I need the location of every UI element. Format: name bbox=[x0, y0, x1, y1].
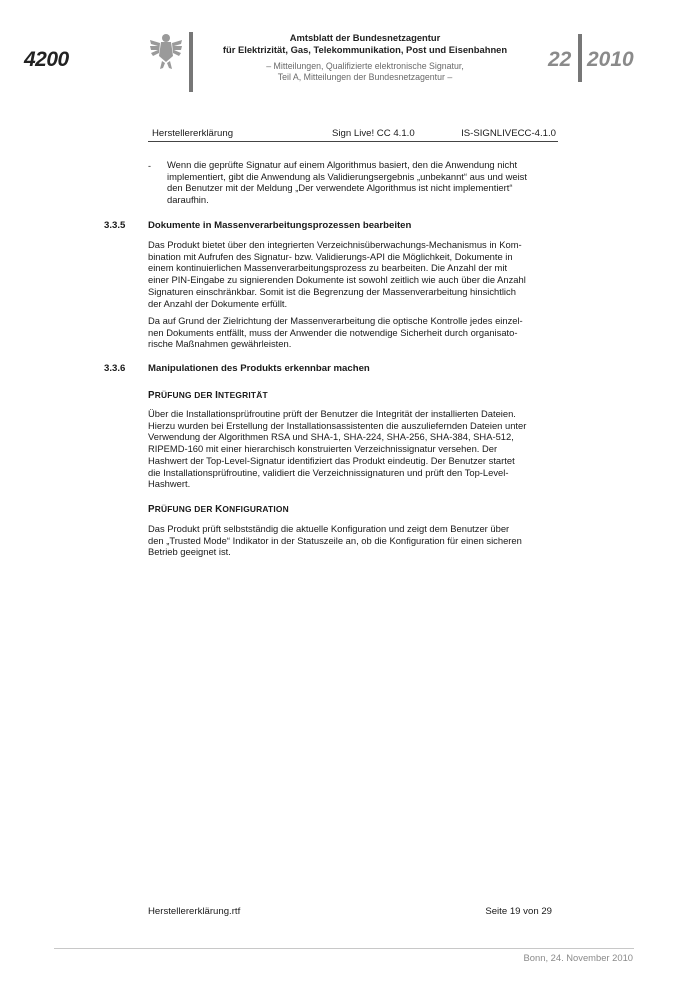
text-line: rische Maßnahmen gewährleisten. bbox=[148, 338, 292, 350]
section-number: 3.3.5 bbox=[104, 220, 126, 231]
subheading-rest: NTEGRITÄT bbox=[218, 390, 268, 400]
paragraph bbox=[148, 523, 563, 558]
gazette-subtitle-line2: Teil A, Mitteilungen der Bundesnetzagentur – bbox=[277, 72, 453, 82]
gazette-subtitle bbox=[200, 61, 530, 83]
federal-eagle-icon bbox=[148, 32, 184, 72]
subheading-rest: RÜFUNG DER bbox=[154, 504, 216, 514]
masthead-divider-right bbox=[578, 34, 582, 82]
bullet-paragraph bbox=[167, 159, 562, 206]
text-line: RIPEMD-160 mit einer hierarchisch konstruierten Verzeichnissignatur versehen. Der bbox=[148, 443, 498, 455]
text-line: Wenn die geprüfte Signatur auf einem Algorithmus basiert, den die Anwendung nicht bbox=[167, 159, 518, 170]
subheading-cap: P bbox=[148, 390, 155, 401]
subheading-rest: ONFIGURATION bbox=[222, 504, 289, 514]
subheading-cap: K bbox=[215, 504, 223, 515]
bullet-marker: - bbox=[148, 161, 151, 171]
text-line: Das Produkt prüft selbstständig die aktuelle Konfiguration und zeigt dem Benutzer über bbox=[148, 523, 510, 534]
paragraph bbox=[148, 315, 563, 350]
text-line: der Anzahl der Dokumente erfüllt. bbox=[148, 297, 288, 309]
masthead-divider-left bbox=[189, 32, 193, 92]
document-type: Herstellererklärung bbox=[152, 128, 234, 139]
text-line: Verwendung der Algorithmen RSA und SHA-1, SHA-224, SHA-256, SHA-384, SHA-512, bbox=[148, 431, 514, 443]
footer-date: Bonn, 24. November 2010 bbox=[523, 952, 633, 963]
text-line: Hierzu wurden bei Erstellung der Installationsassistenten die auszuliefernden Dateien unter bbox=[148, 419, 527, 431]
gazette-title bbox=[200, 32, 530, 56]
product-name: Sign Live! CC 4.1.0 bbox=[332, 128, 415, 139]
gazette-title-line2: für Elektrizität, Gas, Telekommunikation, Post und Eisenbahnen bbox=[222, 44, 508, 55]
text-line: bination mit Aufrufen des Signatur- bzw. Validierungs-API die Möglichkeit, Dokumente in bbox=[148, 250, 513, 262]
paragraph bbox=[148, 408, 563, 490]
text-line: nen Dokuments entfällt, muss der Anwender die notwendige Sicherheit durch organisato- bbox=[148, 326, 518, 338]
section-heading: Manipulationen des Produkts erkennbar machen bbox=[148, 363, 370, 374]
footer-page-info: Seite 19 von 29 bbox=[485, 906, 552, 917]
subheading bbox=[148, 504, 289, 515]
text-line: den Benutzer mit der Meldung „Der verwendete Algorithmus ist nicht implementiert“ bbox=[167, 182, 513, 194]
subheading-rest: RÜFUNG DER bbox=[154, 390, 216, 400]
text-line: Da auf Grund der Zielrichtung der Massenverarbeitung die optische Kontrolle jedes einzel- bbox=[148, 315, 523, 326]
subheading bbox=[148, 390, 268, 401]
text-line: einem kontinuierlichen Massenverarbeitungsprozess zu bearbeiten. Die Anzahl der mit bbox=[148, 262, 508, 274]
text-line: Betrieb geeignet ist. bbox=[148, 546, 231, 558]
paragraph bbox=[148, 239, 563, 309]
text-line: Hashwert. bbox=[148, 478, 191, 490]
text-line: Das Produkt bietet über den integrierten Verzeichnisüberwachungs-Mechanismus in Kom- bbox=[148, 239, 522, 250]
text-line: Über die Installationsprüfroutine prüft der Benutzer die Integrität der installierten Dateien. bbox=[148, 408, 516, 419]
text-line: Signaturen einschränkbar. Somit ist die Begrenzung der Massenverarbeitung hinsichtlich bbox=[148, 285, 516, 297]
section-heading: Dokumente in Massenverarbeitungsprozessen bearbeiten bbox=[148, 220, 412, 231]
section-number: 3.3.6 bbox=[104, 363, 126, 374]
text-line: die Installationsprüfroutine, validiert die Verzeichnissignaturen und prüft den Top-Level- bbox=[148, 466, 509, 478]
subheading-cap: I bbox=[215, 390, 219, 401]
gazette-subtitle-line1: – Mitteilungen, Qualifizierte elektronische Signatur, bbox=[266, 61, 464, 71]
issue-year: 2010 bbox=[587, 48, 634, 71]
text-line: Hashwert der Top-Level-Signatur identifiziert das Produkt eindeutig. Der Benutzer startet bbox=[148, 454, 515, 466]
text-line: daraufhin. bbox=[167, 194, 209, 206]
gazette-title-line1: Amtsblatt der Bundesnetzagentur bbox=[289, 32, 441, 43]
subheading-cap: P bbox=[148, 504, 155, 515]
page-number: 4200 bbox=[24, 48, 69, 71]
footer-filename: Herstellererklärung.rtf bbox=[148, 906, 241, 917]
document-id: IS-SIGNLIVECC-4.1.0 bbox=[461, 128, 556, 139]
text-line: einer PIN-Eingabe zu signierenden Dokumente ist sowohl zeitlich wie auch über die Anzahl bbox=[148, 274, 526, 286]
text-line: den „Trusted Mode“ Indikator in der Statuszeile an, ob die Konfiguration für einen sicheren bbox=[148, 534, 522, 546]
text-line: implementiert, gibt die Anwendung als Validierungsergebnis „unbekannt“ aus und weist bbox=[167, 170, 527, 182]
document-header bbox=[148, 128, 558, 142]
footer-divider bbox=[54, 948, 634, 949]
issue-number: 22 bbox=[548, 48, 572, 71]
